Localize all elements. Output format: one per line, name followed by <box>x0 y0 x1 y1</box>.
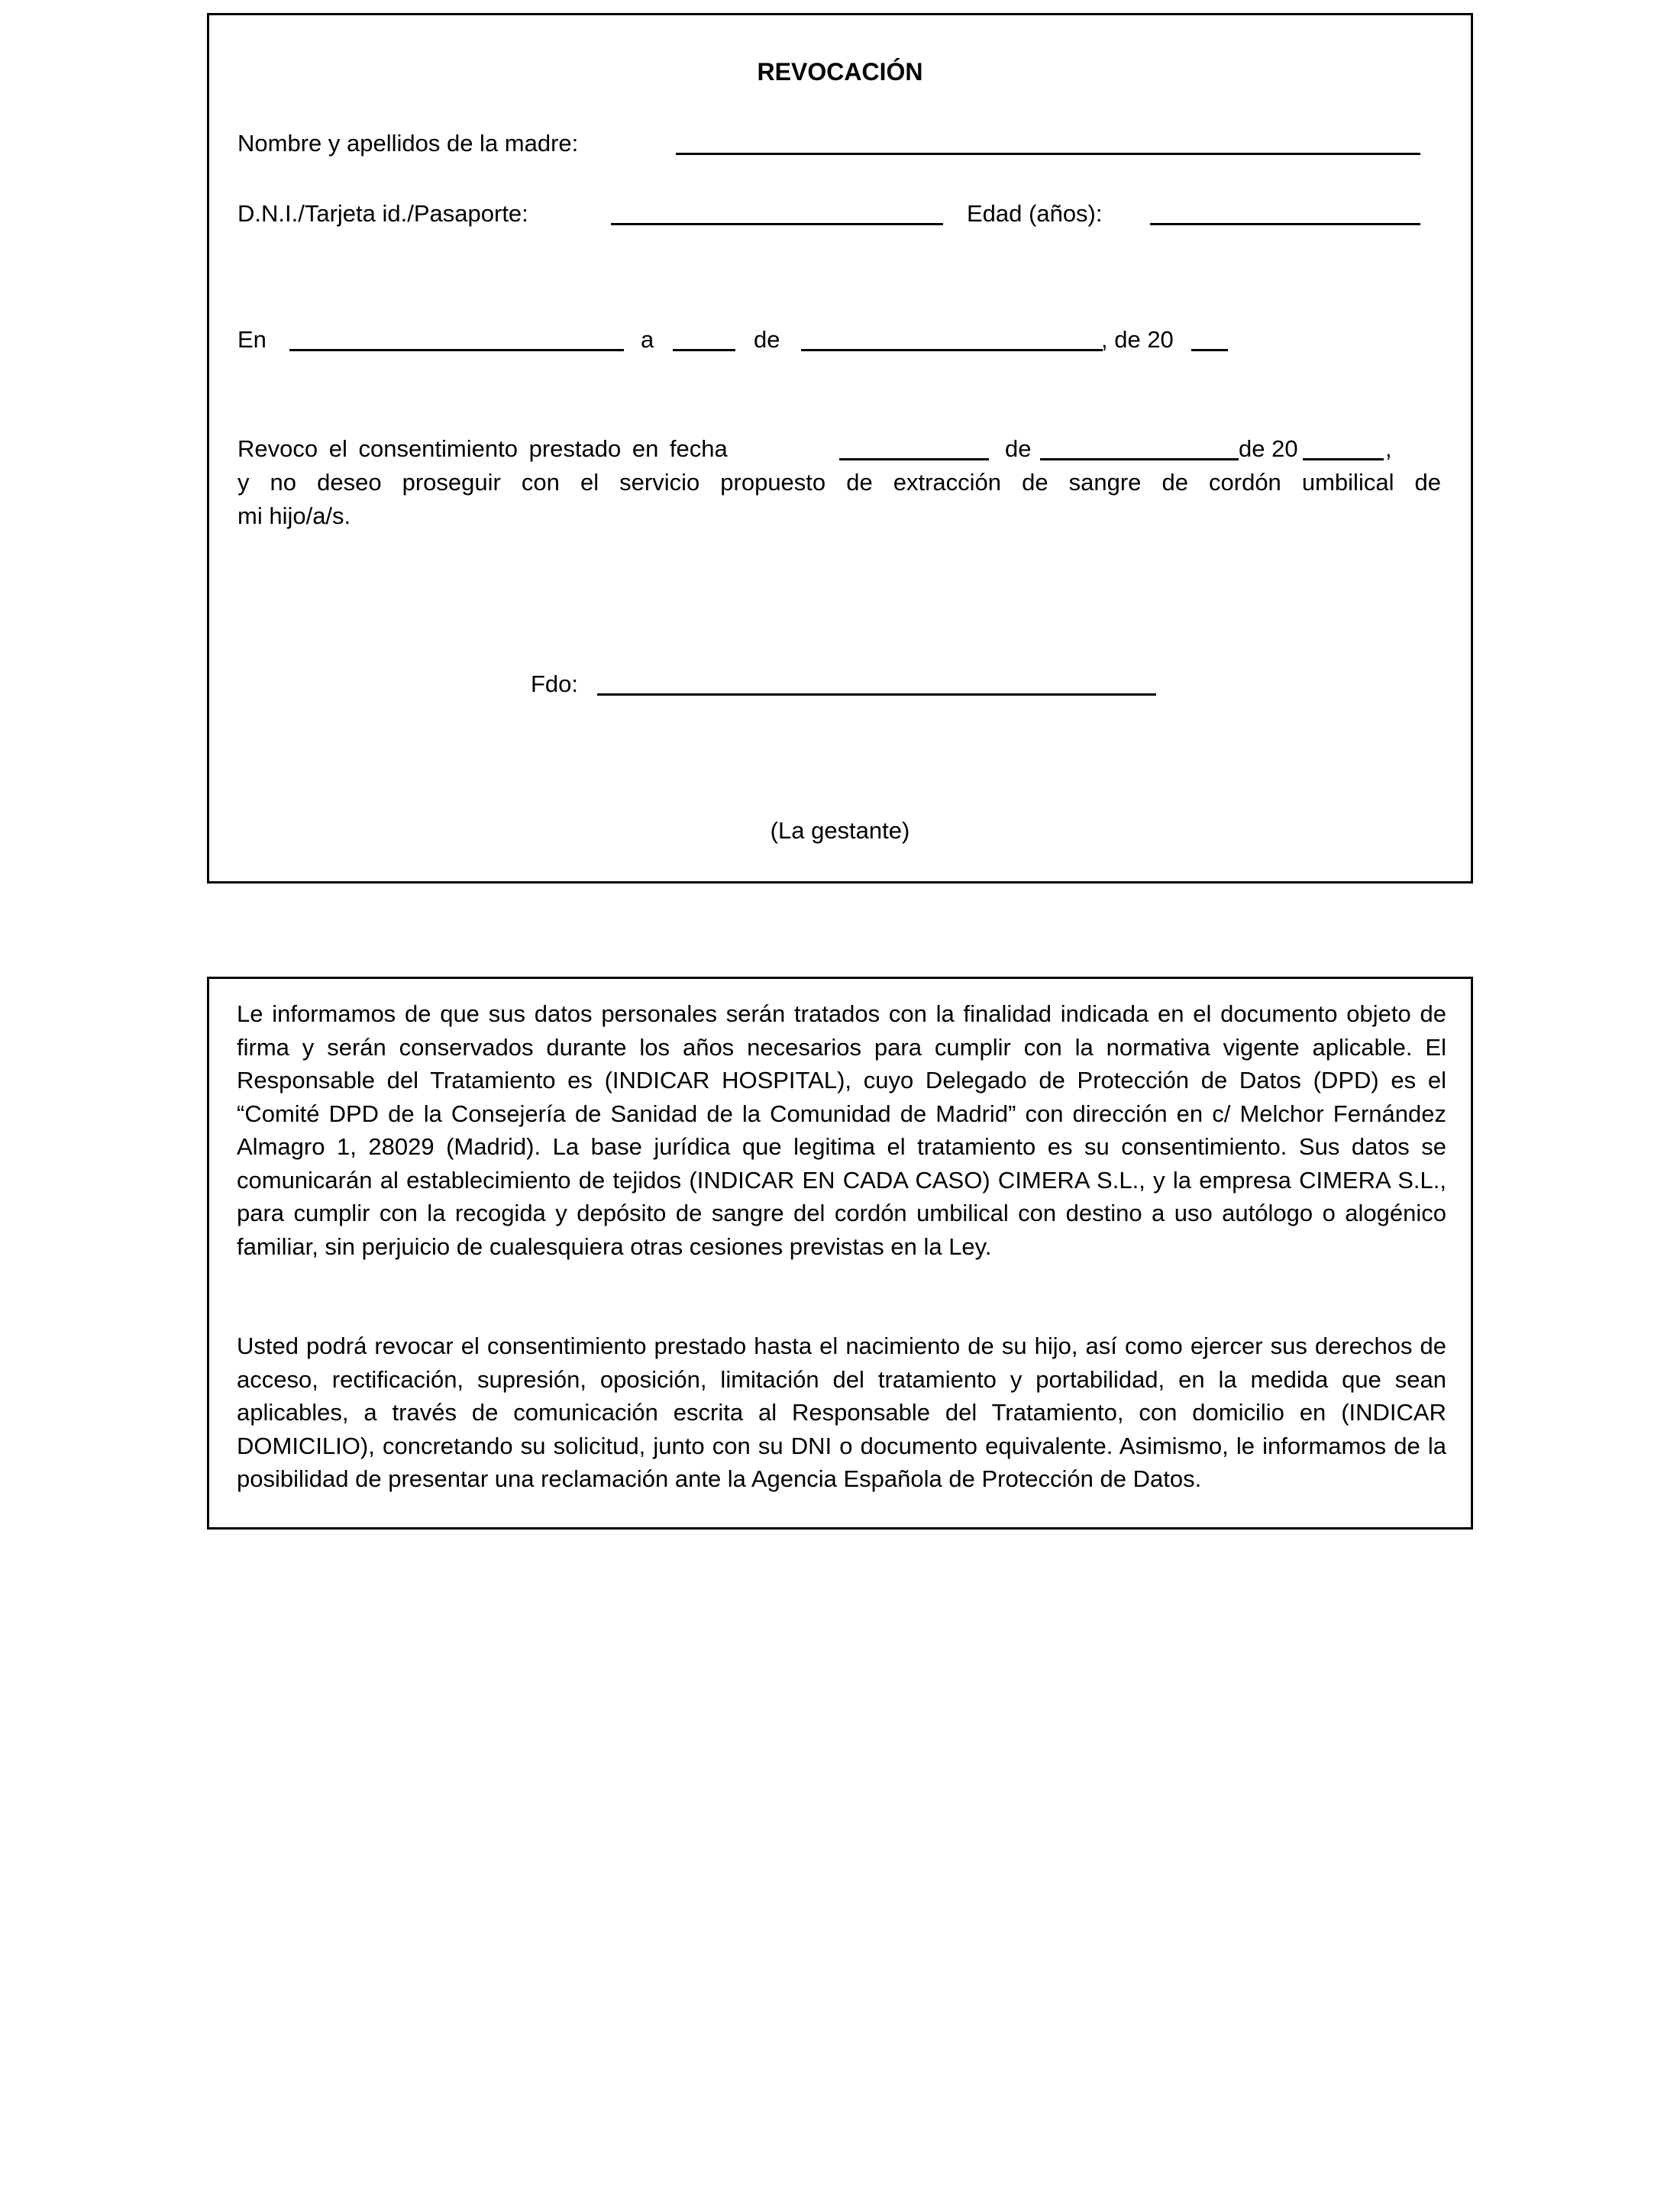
signer-role: (La gestante) <box>770 817 910 844</box>
signature-label: Fdo: <box>531 670 579 697</box>
privacy-paragraph-1: Le informamos de que sus datos personales serán tratados con la finalidad indicada en el documento objeto de firma y serán conservados durante los años necesarios para cumplir con la normativa vigente aplicable. El Responsable del Tratamiento es (INDICAR HOSPITAL), cuyo Delegado de Protección de Datos (DPD) es el “Comité DPD de la Consejería de Sanidad de la Comunidad de Madrid” con dirección en c/ Melchor Fernández Almagro 1, 28029 (Madrid). La base jurídica que legitima el tratamiento es su consentimiento. Sus datos se comunicarán al establecimiento de tejidos (INDICAR EN CADA CASO) CIMERA S.L., y la empresa CIMERA S.L., para cumplir con la recogida y depósito de sangre del cordón umbilical con destino a uso autólogo o alogénico familiar, sin perjuicio de cualesquiera otras cesiones previstas en la Ley. <box>237 1000 1446 1260</box>
year-field[interactable] <box>1191 349 1228 351</box>
revoke-text-line3: mi hijo/a/s. <box>237 502 351 529</box>
revocation-form <box>207 13 1473 884</box>
id-document-label: D.N.I./Tarjeta id./Pasaporte: <box>237 200 528 227</box>
id-document-field[interactable] <box>611 223 943 225</box>
revoke-text-part2: de <box>1005 435 1032 462</box>
privacy-notice <box>207 977 1473 1530</box>
revoke-text-line2: y no deseo proseguir con el servicio propuesto de extracción de sangre de cordón umbilical de <box>237 469 1441 496</box>
place-label: En <box>237 326 267 353</box>
mother-name-field[interactable] <box>676 153 1420 155</box>
day-label: a <box>641 326 654 353</box>
privacy-paragraph-2: Usted podrá revocar el consentimiento prestado hasta el nacimiento de su hijo, así como ejercer sus derechos de acceso, rectificación, supresión, oposición, limitación del tratamiento y portabilidad, en la medida que sean aplicables, a través de comunicación escrita al Responsable del Tratamiento, con domicilio en (INDICAR DOMICILIO), concretando su solicitud, junto con su DNI o documento equivalente. Asimismo, le informamos de la posibilidad de presentar una reclamación ante la Agencia Española de Protección de Datos. <box>237 1333 1446 1492</box>
place-field[interactable] <box>289 349 624 351</box>
revoke-month-field[interactable] <box>1040 458 1239 460</box>
day-field[interactable] <box>673 349 735 351</box>
signature-field[interactable] <box>597 693 1156 696</box>
mother-name-label: Nombre y apellidos de la madre: <box>237 130 579 157</box>
month-field[interactable] <box>801 349 1103 351</box>
revoke-text-part4: , <box>1385 435 1392 462</box>
month-label: de <box>754 326 780 353</box>
revoke-text-part1: Revoco el consentimiento prestado en fecha <box>237 435 728 462</box>
year-label: , de 20 <box>1101 326 1174 353</box>
age-field[interactable] <box>1150 223 1420 225</box>
age-label: Edad (años): <box>967 200 1103 227</box>
revoke-year-field[interactable] <box>1303 458 1384 460</box>
revoke-day-field[interactable] <box>839 458 989 460</box>
revoke-text-part3: de 20 <box>1239 435 1298 462</box>
form-title: REVOCACIÓN <box>757 58 923 86</box>
